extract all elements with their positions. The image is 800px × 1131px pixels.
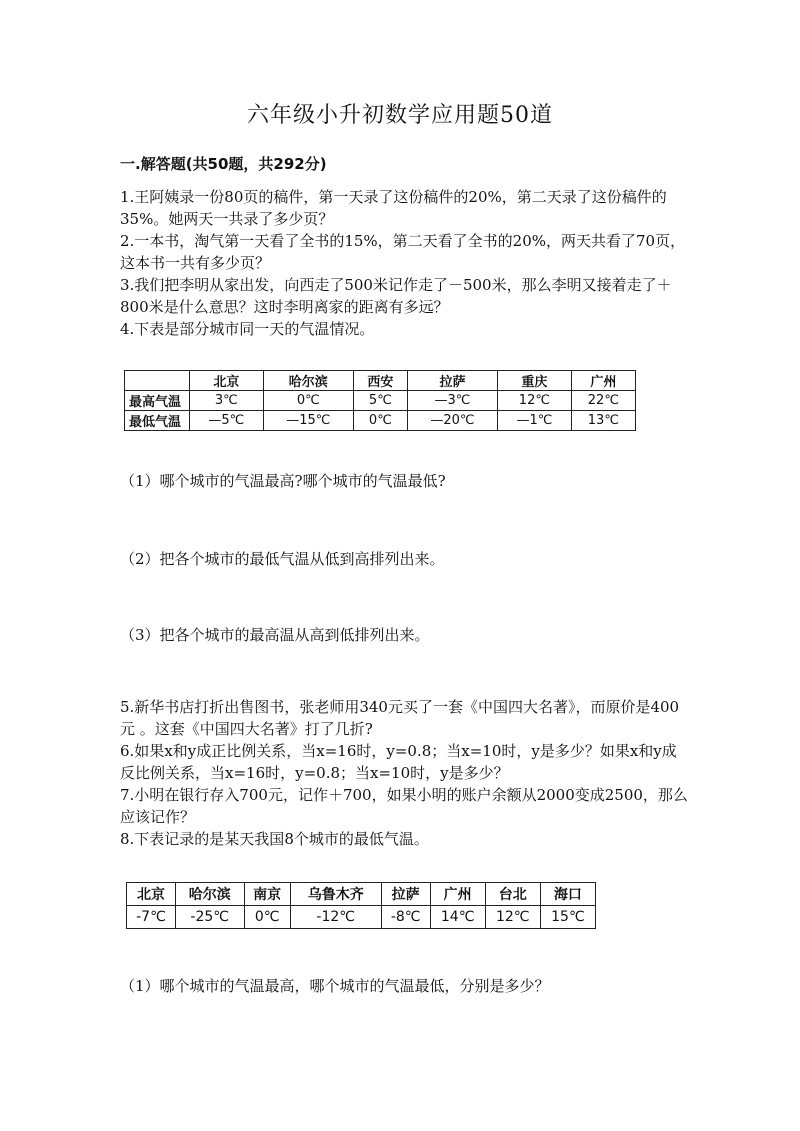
table-cell: 3℃ [190, 391, 264, 411]
table-cell: 22℃ [571, 391, 635, 411]
table-cell: —5℃ [190, 411, 264, 431]
table-header-cell: 西安 [353, 371, 407, 391]
table-cell: 13℃ [571, 411, 635, 431]
city-temperature-table [124, 370, 636, 431]
table-header-cell: 海口 [540, 883, 595, 906]
table-cell: 5℃ [353, 391, 407, 411]
table-cell: —20℃ [407, 411, 497, 431]
table-cell: -12℃ [290, 906, 381, 929]
sub-question: （2）把各个城市的最低气温从低到高排列出来。 [120, 550, 445, 568]
question-4: 4.下表是部分城市同一天的气温情况。 [120, 320, 375, 338]
table-row [125, 391, 636, 411]
table-header-cell: 广州 [571, 371, 635, 391]
table-cell: 0℃ [263, 391, 353, 411]
question-3: 3.我们把李明从家出发，向西走了500米记作走了－500米，那么李明又接着走了＋800米是什么意思？这时李明离家的距离有多远？ [120, 276, 672, 316]
question-8: 8.下表记录的是某天我国8个城市的最低气温。 [120, 830, 429, 848]
section-heading: 一.解答题(共50题，共292分) [120, 155, 327, 173]
table-cell: —15℃ [263, 411, 353, 431]
table-header-cell: 哈尔滨 [175, 883, 244, 906]
table-cell: -8℃ [381, 906, 430, 929]
table-cell: -25℃ [175, 906, 244, 929]
table-cell: 0℃ [244, 906, 290, 929]
table-header-row [125, 371, 636, 391]
table-cell: —1℃ [498, 411, 572, 431]
table-header-cell: 南京 [244, 883, 290, 906]
table-cell: -7℃ [127, 906, 176, 929]
question-7: 7.小明在银行存入700元，记作＋700，如果小明的账户余额从2000变成2500，那么应该记作？ [120, 786, 688, 826]
sub-question: （1）哪个城市的气温最高，哪个城市的气温最低，分别是多少？ [120, 977, 550, 995]
row-header-cell: 最低气温 [125, 411, 190, 431]
table-header-cell [125, 371, 190, 391]
sub-question: （3）把各个城市的最高温从高到低排列出来。 [120, 626, 430, 644]
lowest-temperature-table [126, 882, 596, 929]
table-header-cell: 拉萨 [381, 883, 430, 906]
table-header-cell: 乌鲁木齐 [290, 883, 381, 906]
table-cell: 12℃ [485, 906, 540, 929]
page-title: 六年级小升初数学应用题50道 [247, 103, 553, 128]
question-1: 1.王阿姨录一份80页的稿件，第一天录了这份稿件的20%，第二天录了这份稿件的35%。她两天一共录了多少页？ [120, 188, 667, 228]
table-header-cell: 重庆 [498, 371, 572, 391]
question-2: 2.一本书，淘气第一天看了全书的15%，第二天看了全书的20%，两天共看了70页，这本书一共有多少页？ [120, 232, 686, 272]
table-header-cell: 广州 [430, 883, 485, 906]
row-header-cell: 最高气温 [125, 391, 190, 411]
table-cell: 15℃ [540, 906, 595, 929]
question-5: 5.新华书店打折出售图书，张老师用340元买了一套《中国四大名著》，而原价是400元 。这套《中国四大名著》打了几折? [120, 698, 680, 738]
question-6: 6.如果x和y成正比例关系，当x=16时，y=0.8；当x=10时，y是多少？如果x和y成反比例关系，当x=16时，y=0.8；当x=10时，y是多少？ [120, 742, 677, 782]
table-header-row [127, 883, 596, 906]
table-header-cell: 北京 [127, 883, 176, 906]
table-row [125, 411, 636, 431]
sub-question: （1）哪个城市的气温最高?哪个城市的气温最低? [120, 472, 446, 490]
table-header-cell: 台北 [485, 883, 540, 906]
table-cell: —3℃ [407, 391, 497, 411]
table-row [127, 906, 596, 929]
question-list-a [120, 186, 690, 340]
question-list-b [120, 696, 690, 850]
table-cell: 0℃ [353, 411, 407, 431]
table-cell: 14℃ [430, 906, 485, 929]
table-cell: 12℃ [498, 391, 572, 411]
table-header-cell: 拉萨 [407, 371, 497, 391]
table-header-cell: 北京 [190, 371, 264, 391]
table-header-cell: 哈尔滨 [263, 371, 353, 391]
